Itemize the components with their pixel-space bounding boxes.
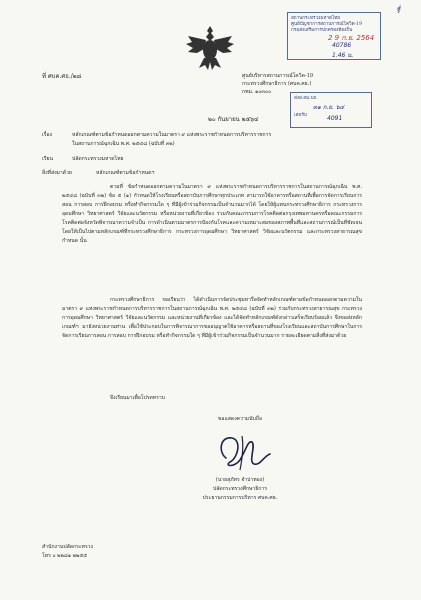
signature <box>212 428 274 474</box>
paragraph-3: จึงเรียนมาเพื่อโปรดทราบ <box>110 395 165 401</box>
stamp-line3: กรมส่งเสริมการปกครองท้องถิ่น <box>291 28 353 33</box>
office-line1: ศูนย์บริหารสถานการณ์โควิด-19 <box>242 73 314 79</box>
registration-stamp <box>290 92 372 128</box>
reg-line1: ส่งส.สม.บถ. <box>294 96 318 101</box>
reg-line2: ๓๑ ก.ย. ๖๔ <box>313 104 345 111</box>
office-line2: กระทรวงศึกษาธิการ (ศบค.ศธ.) <box>242 81 312 87</box>
subject-line1: หลักเกณฑ์ตามข้อกำหนดออกตามความในมาตรา ๙ แห่งพระราชกำหนดการบริหารราชการ <box>72 132 272 138</box>
signer-title-1: ปลัดกระทรวงศึกษาธิการ <box>213 486 267 492</box>
reference-number: ที่ ศบค.ศธ./๒๘ <box>42 73 82 80</box>
reg-number: 4091 <box>327 115 343 122</box>
receiving-stamp <box>287 12 381 60</box>
to-label: เรียน <box>42 156 53 162</box>
subject-line2: ในสถานการณ์ฉุกเฉิน พ.ศ. ๒๕๔๘ (ฉบับที่ ๓๒) <box>72 141 175 147</box>
stamp-line1: สถานกระทรวงมหาดไทย <box>291 16 340 21</box>
signer-title-2: ประธานกรรมการบริหาร ศบค.ศธ. <box>202 495 278 501</box>
letter-date: ๒๐ กันยายน ๒๕๖๔ <box>208 116 259 123</box>
stamp-receive-no: 40786 <box>332 42 352 49</box>
reg-line3: เลขรับ <box>294 113 307 118</box>
footer-office: สำนักงานปลัดกระทรวง <box>42 544 94 550</box>
signer-name: (นายสุภัทร จำปาทอง) <box>215 477 265 483</box>
garuda-emblem <box>185 22 235 74</box>
closing: ขอแสดงความนับถือ <box>217 416 263 422</box>
to-value: ปลัดกระทรวงมหาดไทย <box>72 156 124 162</box>
footer-phone: โทร ๐ ๒๒๘๑ ๒๒๕๕ <box>42 553 88 559</box>
attachment-value: หลักเกณฑ์ตามข้อกำหนดฯ <box>96 170 155 176</box>
subject-label: เรื่อง <box>42 132 53 138</box>
attachment-label: สิ่งที่ส่งมาด้วย <box>42 170 72 176</box>
stamp-time: 1.46 น. <box>332 52 354 59</box>
office-line3: กทม. ๑๐๓๐๐ <box>242 89 272 95</box>
corner-mark: รื๋ <box>396 7 400 15</box>
paragraph-1: ตามที่ ข้อกำหนดออกตามความในมาตรา ๙ แห่งพระราชกำหนดการบริหารราชการในสถานการณ์ฉุกเฉิน พ.ศ. ๒๕๔๘ (ฉบับที่ ๓๒) ข้อ ๕ (๑) กำหนดให้โรงเรียนหรือสถาบันการศึกษาทุกประเภท สามารถใช้อาคารหรือสถานที่เพื่อการจัดการเรียนการสอน การสอบ การฝึกอบรม หรือทำกิจกรรมใด ๆ ที่มีผู้เข้าร่วมกิจกรรมเป็นจำนวนมากได้ โดยให้ผู้แทนกระทรวงศึกษาธิการ กระทรวงการอุดมศึกษา วิทยาศาสตร์ วิจัยและนวัตกรรม หรือหน่วยงานที่เกี่ยวข้อง ร่วมกับคณะกรรมการโรคติดต่อกรุงเทพมหานครหรือคณะกรรมการโรคติดต่อจังหวัดพิจารณาความจำเป็น การดำเนินตามมาตรการป้องกันโรคและความเหมาะสมของสภาพพื้นที่และสถานการณ์เป็นที่ชัดเจน โดยให้เป็นไปตามหลักเกณฑ์ที่กระทรวงศึกษาธิการ กระทรวงการอุดมศึกษา วิทยาศาสตร์ วิจัยและนวัตกรรม และกระทรวงสาธารณสุขกำหนด นั้น <box>62 184 362 244</box>
paragraph-2: กระทรวงศึกษาธิการ ขอเรียนว่า ได้ดำเนินการจัดประชุมหารือจัดทำหลักเกณฑ์ตามข้อกำหนดออกตามความในมาตรา ๙ แห่งพระราชกำหนดการบริหารราชการในสถานการณ์ฉุกเฉิน พ.ศ. ๒๕๔๘ (ฉบับที่ ๓๒) ร่วมกับกระทรวงสาธารณสุข กระทรวงการอุดมศึกษา วิทยาศาสตร์ วิจัยและนวัตกรรม และหน่วยงานที่เกี่ยวข้อง และได้จัดทำหลักเกณฑ์ดังกล่าวเสร็จเรียบร้อยแล้ว จึงขอส่งหลักเกณฑ์ฯ มายังหน่วยงานท่าน เพื่อใช้ประกอบในการพิจารณาการขออนุญาตใช้อาคารหรือสถานที่ของโรงเรียนและสถาบันการศึกษาในการจัดการเรียนการสอน การสอบ การฝึกอบรม หรือทำกิจกรรมใด ๆ ที่มีผู้เข้าร่วมกิจกรรมเป็นจำนวนมาก รายละเอียดตามสิ่งที่ส่งมาด้วย <box>62 297 362 339</box>
stamp-date: 2 9 ก.ย. 2564 <box>328 34 375 42</box>
stamp-line2: ศูนย์บัญชาการสถานการณ์โควิด-19 <box>291 22 362 27</box>
